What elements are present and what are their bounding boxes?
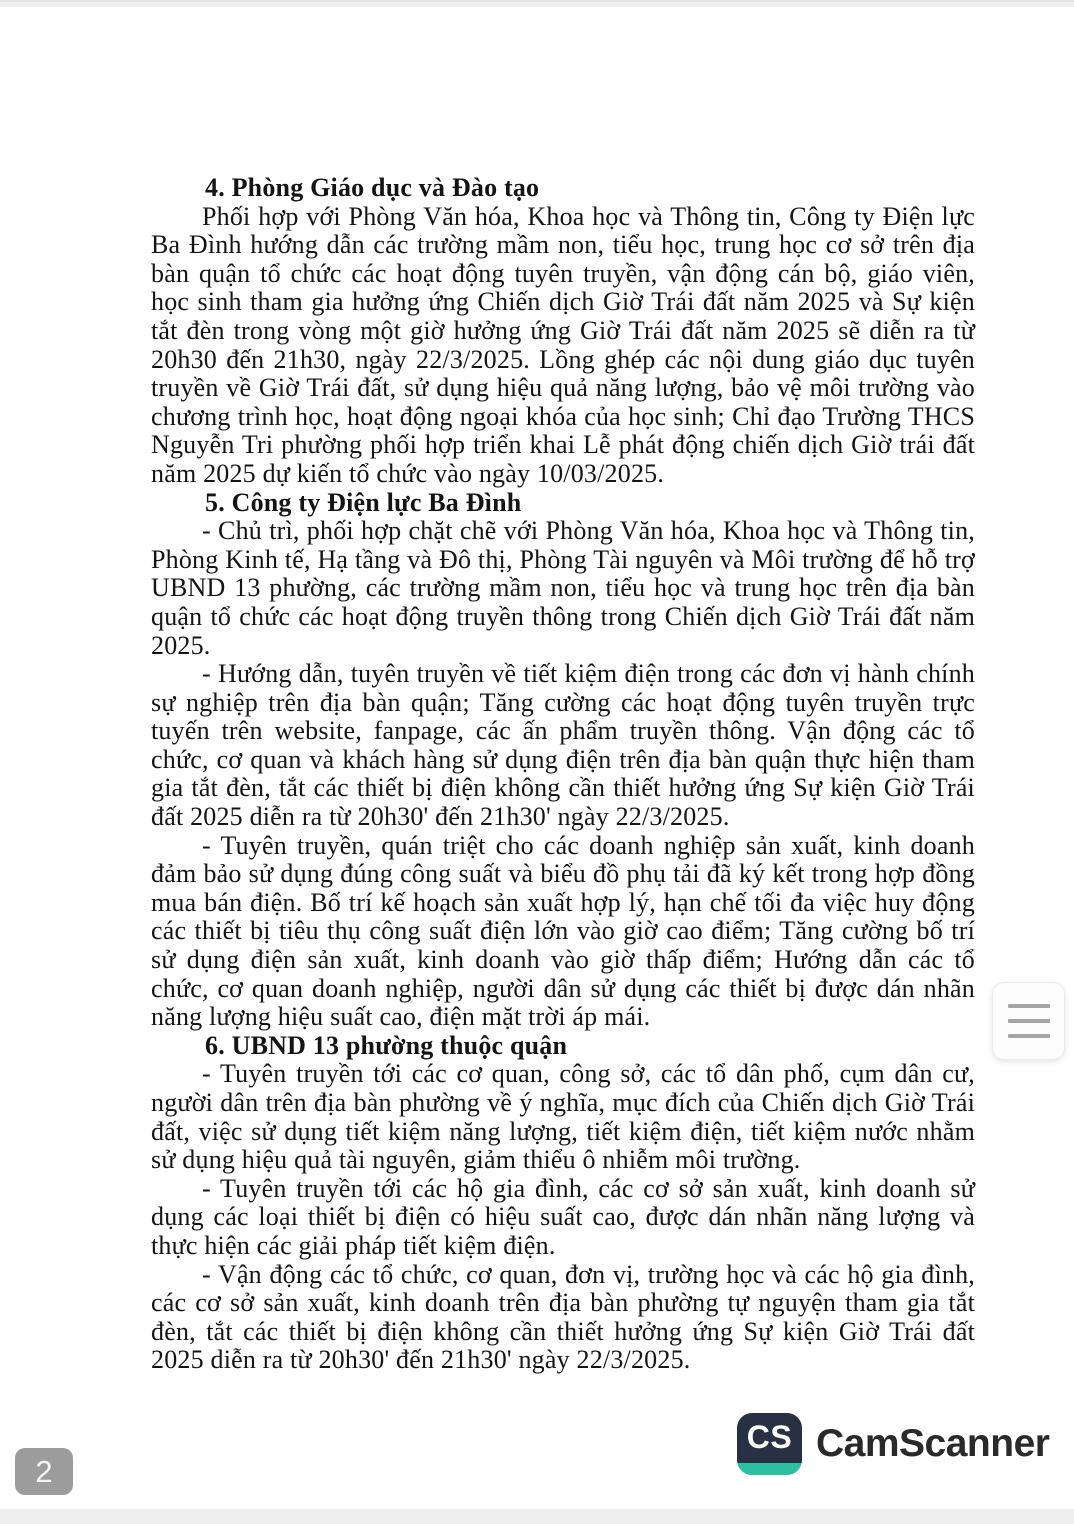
section-paragraph: - Vận động các tổ chức, cơ quan, đơn vị, trường học và các hộ gia đình, các cơ sở sản xuất, kinh doanh trên địa bàn phường tự nguyện tham gia tắt đèn, tắt các thiết bị điện không cần thiết hưởng ứng Sự kiện Giờ Trái đất 2025 diễn ra từ 20h30' đến 21h30' ngày 22/3/2025. [151, 1259, 975, 1375]
section-heading: 5. Công ty Điện lực Ba Đình [205, 487, 522, 517]
section-heading: 6. UBND 13 phường thuộc quận [205, 1030, 568, 1060]
camscanner-icon [737, 1413, 802, 1475]
bottom-page-gap [0, 1509, 1074, 1524]
camscanner-icon-accent-strip [737, 1463, 802, 1475]
section-paragraph: - Hướng dẫn, tuyên truyền về tiết kiệm điện trong các đơn vị hành chính sự nghiệp trên địa bàn quận; Tăng cường các hoạt động tuyên truyền trực tuyến trên website, fanpage, các ấn phẩm truyền thông. Vận động các tổ chức, cơ quan và khách hàng sử dụng điện trên địa bàn quận thực hiện tham gia tắt đèn, tắt các thiết bị điện không cần thiết hưởng ứng Sự kiện Giờ Trái đất 2025 diễn ra từ 20h30' đến 21h30' ngày 22/3/2025. [151, 659, 975, 832]
section-heading: 4. Phòng Giáo dục và Đào tạo [205, 173, 540, 202]
camscanner-icon-letters: CS [737, 1413, 802, 1463]
camscanner-wordmark: CamScanner [816, 1422, 1050, 1465]
scroll-drag-handle[interactable] [992, 982, 1065, 1060]
section-paragraph: - Chủ trì, phối hợp chặt chẽ với Phòng Văn hóa, Khoa học và Thông tin, Phòng Kinh tế, Hạ tầng và Đô thị, Phòng Tài nguyên và Môi trường để hỗ trợ UBND 13 phường, các trường mầm non, tiểu học và trung học trên địa bàn quận tổ chức các hoạt động truyền thông trong Chiến dịch Giờ Trái đất năm 2025. [151, 516, 975, 660]
section-paragraph: Phối hợp với Phòng Văn hóa, Khoa học và Thông tin, Công ty Điện lực Ba Đình hướng dẫn các trường mầm non, tiểu học, trung học cơ sở trên địa bàn quận tổ chức các hoạt động tuyên truyền, vận động cán bộ, giáo viên, học sinh tham gia hưởng ứng Chiến dịch Giờ Trái đất năm 2025 và Sự kiện tắt đèn trong vòng một giờ hưởng ứng Giờ Trái đất năm 2025 sẽ diễn ra từ 20h30 đến 21h30, ngày 22/3/2025. Lồng ghép các nội dung giáo dục tuyên truyền về Giờ Trái đất, sử dụng hiệu quả năng lượng, bảo vệ môi trường vào chương trình học, hoạt động ngoại khóa của học sinh; Chỉ đạo Trường THCS Nguyễn Tri phường phối hợp triển khai Lễ phát động chiến dịch Giờ trái đất năm 2025 dự kiến tổ chức vào ngày 10/03/2025. [151, 201, 975, 488]
page-number-badge [15, 1448, 73, 1495]
document-body [151, 174, 975, 1375]
top-page-gap [0, 0, 1074, 7]
section-paragraph: - Tuyên truyền tới các hộ gia đình, các cơ sở sản xuất, kinh doanh sử dụng các loại thiết bị điện có hiệu suất cao, được dán nhãn năng lượng và thực hiện các giải pháp tiết kiệm điện. [151, 1173, 975, 1260]
section-paragraph: - Tuyên truyền tới các cơ quan, công sở, các tổ dân phố, cụm dân cư, người dân trên địa bàn phường về ý nghĩa, mục đích của Chiến dịch Giờ Trái đất, việc sử dụng tiết kiệm năng lượng, tiết kiệm điện, tiết kiệm nước nhằm sử dụng hiệu quả tài nguyên, giảm thiểu ô nhiễm môi trường. [151, 1059, 975, 1175]
page-number: 2 [35, 1453, 53, 1489]
section-paragraph: - Tuyên truyền, quán triệt cho các doanh nghiệp sản xuất, kinh doanh đảm bảo sử dụng đúng công suất và biểu đồ phụ tải đã ký kết trong hợp đồng mua bán điện. Bố trí kế hoạch sản xuất hợp lý, hạn chế tối đa việc huy động các thiết bị tiêu thụ công suất điện lớn vào giờ cao điểm; Tăng cường bố trí sử dụng điện sản xuất, kinh doanh vào giờ thấp điểm; Hướng dẫn các tổ chức, cơ quan doanh nghiệp, người dân sử dụng các thiết bị được dán nhãn năng lượng hiệu suất cao, điện mặt trời áp mái. [151, 830, 975, 1032]
